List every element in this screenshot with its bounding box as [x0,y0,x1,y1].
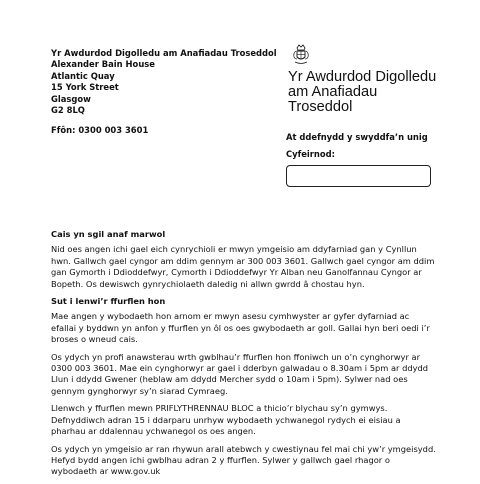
organisation-logo [288,44,436,115]
logo-wordmark [288,70,436,115]
reference-field[interactable] [286,165,431,187]
form-title: Cais yn sgil anaf marwol [51,229,166,239]
address-line-quay: Atlantic Quay [51,70,115,81]
form-guidance-text [51,229,436,484]
office-use-label: At ddefnydd y swyddfa’n unig [286,132,428,142]
representation-paragraph: Nid oes angen ichi gael eich cynrychioli er mwyn ymgeisio am ddyfarniad gan y Cynllun hwn. Gallwch gael cyngor am ddim gennym ar 300 003 3601. Gallwch gael cyngor am ddim gan Gymorth i Ddioddefwyr, Cymorth i Ddioddefwyr Yr Alban neu Ganolfannau Cyngor ar Bopeth. Os dewiswch gynrychiolaeth daledig ni allwn gwrdd â chostau hyn. [51,244,435,289]
address-line-postcode: G2 8LQ [51,105,85,116]
phone-number: Ffôn: 0300 003 3601 [51,125,149,136]
how-to-complete-heading: Sut i lenwi’r ffurflen hon [51,296,166,307]
address-line-street: 15 York Street [51,82,119,93]
address-line-city: Glasgow [51,93,91,104]
logo-wordmark-line-2: am Anafiadau [288,84,378,100]
adviser-contact-paragraph: Os ydych yn profi anawsterau wrth gwblhau’r ffurflen hon ffoniwch un o’n cynghorwyr ar 0300 003 3601. Mae ein cynghorwyr ar gael i dderbyn galwadau o 8.30am i 5pm ar ddydd Llun i ddydd Gwener (heblaw am ddydd Mercher sydd o 10am i 5pm). Sylwer nad oes gennym gynghorwyr sy’n siarad Cymraeg. [51,351,429,396]
logo-wordmark-line-3: Troseddol [288,99,353,115]
logo-wordmark-line-1: Yr Awdurdod Digolledu [288,69,437,85]
address-line-organisation: Yr Awdurdod Digolledu am Anafiadau Troseddol [51,48,277,58]
sender-address-block [51,48,277,137]
eligibility-paragraph: Mae angen y wybodaeth hon arnom er mwyn asesu cymhwyster ar gyfer dyfarniad ac efallai y byddwn yn anfon y ffurflen yn ôl os oes gwybodaeth ar goll. Gallai hyn beri oedi i’r broses o wneud cais. [51,311,430,345]
royal-crest-icon [291,44,311,66]
address-line-building: Alexander Bain House [51,59,155,70]
reference-label: Cyfeirnod: [286,149,335,159]
behalf-of-paragraph: Os ydych yn ymgeisio ar ran rhywun arall atebwch y cwestiynau fel mai chi yw’r ymgeisydd. Hefyd bydd angen ichi gwblhau adran 2 y ffurflen. Sylwer y gallwch gael rhagor o wybodaeth ar www.gov.uk [51,443,436,477]
block-capitals-paragraph: Llenwch y ffurflen mewn PRIFLYTHRENNAU BLOC a thicio’r blychau sy’n gymwys. Defnyddiwch adran 15 i ddarparu unrhyw wybodaeth ychwanegol rydych ei eisiau a pharhau ar ddalennau ychwanegol os oes angen. [51,403,401,437]
